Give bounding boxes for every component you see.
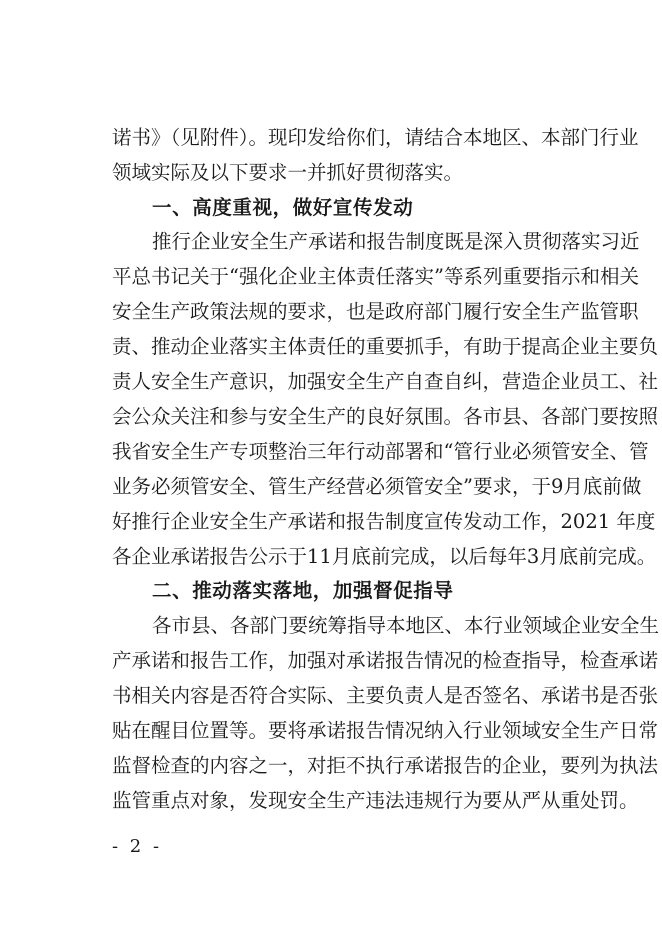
section-1-line: 会公众关注和参与安全生产的良好氛围。各市县、各部门要按照 (112, 405, 659, 428)
section-2-line: 贴在醒目位置等。要将承诺报告情况纳入行业领域安全生产日常 (112, 719, 659, 742)
section-1-line: 责、推动企业落实主体责任的重要抓手，有助于提高企业主要负 (112, 335, 659, 358)
section-1-line: 平总书记关于“强化企业主体责任落实”等系列重要指示和相关 (112, 265, 639, 288)
intro-line-2: 领域实际及以下要求一并抓好贯彻落实。 (112, 161, 464, 184)
section-2-line: 监督检查的内容之一，对拒不执行承诺报告的企业，要列为执法 (112, 754, 659, 777)
section-1-line: 业务必须管安全、管生产经营必须管安全”要求，于9月底前做 (112, 475, 642, 498)
section-2-line: 各市县、各部门要统筹指导本地区、本行业领域企业安全生 (152, 614, 660, 637)
section-1-line: 推行企业安全生产承诺和报告制度既是深入贯彻落实习近 (152, 230, 640, 253)
section-1-line: 责人安全生产意识，加强安全生产自查自纠，营造企业员工、社 (112, 370, 659, 393)
page-number: - 2 - (112, 836, 163, 857)
section-1-line: 安全生产政策法规的要求，也是政府部门履行安全生产监管职 (112, 300, 639, 323)
section-2-line: 书相关内容是否符合实际、主要负责人是否签名、承诺书是否张 (112, 684, 659, 707)
intro-line-1: 诺书》（见附件）。现印发给你们，请结合本地区、本部门行业 (112, 126, 639, 149)
section-2-line: 监管重点对象，发现安全生产违法违规行为要从严从重处罚。 (112, 789, 639, 812)
section-2-line: 产承诺和报告工作，加强对承诺报告情况的检查指导，检查承诺 (112, 649, 659, 672)
section-1-line: 好推行企业安全生产承诺和报告制度宣传发动工作，2021 年度 (112, 510, 656, 533)
section-1-heading: 一、高度重视，做好宣传发动 (152, 196, 414, 219)
section-1-line: 我省安全生产专项整治三年行动部署和“管行业必须管安全、管 (112, 440, 649, 463)
section-2-heading: 二、推动落实落地，加强督促指导 (152, 579, 454, 602)
section-1-line: 各企业承诺报告公示于11月底前完成，以后每年3月底前完成。 (112, 545, 657, 568)
